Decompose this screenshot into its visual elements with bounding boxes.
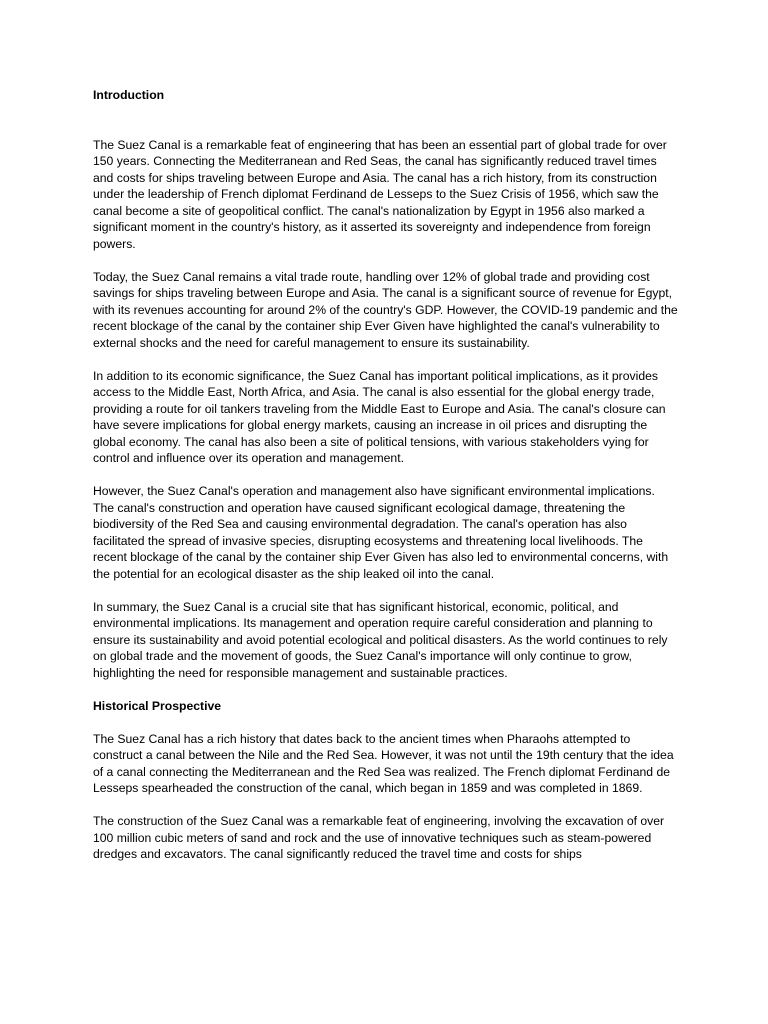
intro-paragraph-5: In summary, the Suez Canal is a crucial site that has significant historical, economic, political, and environmental implications. Its management and operation require careful consideration and planning to ensure its sustainability and avoid potential ecological and political disasters. As the world continues to rely on global trade and the movement of goods, the Suez Canal's importance will only continue to grow, highlighting the need for responsible management and sustainable practices. — [93, 599, 668, 680]
intro-paragraph-4: However, the Suez Canal's operation and management also have significant environmental implications. The canal's construction and operation have caused significant ecological damage, threatening the biodiversity of the Red Sea and causing environmental degradation. The canal's operation has also facilitated the spread of invasive species, disrupting ecosystems and threatening local livelihoods. The recent blockage of the canal by the container ship Ever Given has also led to environmental concerns, with the potential for an ecological disaster as the ship leaked oil into the canal. — [93, 484, 669, 581]
section-heading-historical-prospective: Historical Prospective — [93, 698, 222, 713]
document-page — [93, 87, 678, 863]
intro-paragraph-2: Today, the Suez Canal remains a vital trade route, handling over 12% of global trade and providing cost savings for ships traveling between Europe and Asia. The canal is a significant source of revenue for Egypt, with its revenues accounting for around 2% of the country's GDP. However, the COVID-19 pandemic and the recent blockage of the canal by the container ship Ever Given have highlighted the canal's vulnerability to external shocks and the need for careful management to ensure its sustainability. — [93, 269, 678, 350]
intro-paragraph-1: The Suez Canal is a remarkable feat of engineering that has been an essential part of global trade for over 150 years. Connecting the Mediterranean and Red Seas, the canal has significantly reduced travel times and costs for ships traveling between Europe and Asia. The canal has a rich history, from its construction under the leadership of French diplomat Ferdinand de Lesseps to the Suez Crisis of 1956, which saw the canal become a site of geopolitical conflict. The canal's nationalization by Egypt in 1956 also marked a significant moment in the country's history, as it asserted its sovereignty and independence from foreign powers. — [93, 137, 667, 251]
intro-paragraph-3: In addition to its economic significance, the Suez Canal has important political implications, as it provides access to the Middle East, North Africa, and Asia. The canal is also essential for the global energy trade, providing a route for oil tankers traveling from the Middle East to Europe and Asia. The canal's closure can have severe implications for global energy markets, causing an increase in oil prices and disrupting the global economy. The canal has also been a site of political tensions, with various stakeholders vying for control and influence over its operation and management. — [93, 368, 666, 465]
section-heading-introduction: Introduction — [93, 88, 165, 102]
history-paragraph-2: The construction of the Suez Canal was a remarkable feat of engineering, involving the excavation of over 100 million cubic meters of sand and rock and the use of innovative techniques such as steam-powered dredges and excavators. The canal significantly reduced the travel time and costs for ships — [93, 814, 665, 861]
history-paragraph-1: The Suez Canal has a rich history that dates back to the ancient times when Pharaohs attempted to construct a canal between the Nile and the Red Sea. However, it was not until the 19th century that the idea of a canal connecting the Mediterranean and the Red Sea was realized. The French diplomat Ferdinand de Lesseps spearheaded the construction of the canal, which began in 1859 and was completed in 1869. — [93, 731, 674, 795]
